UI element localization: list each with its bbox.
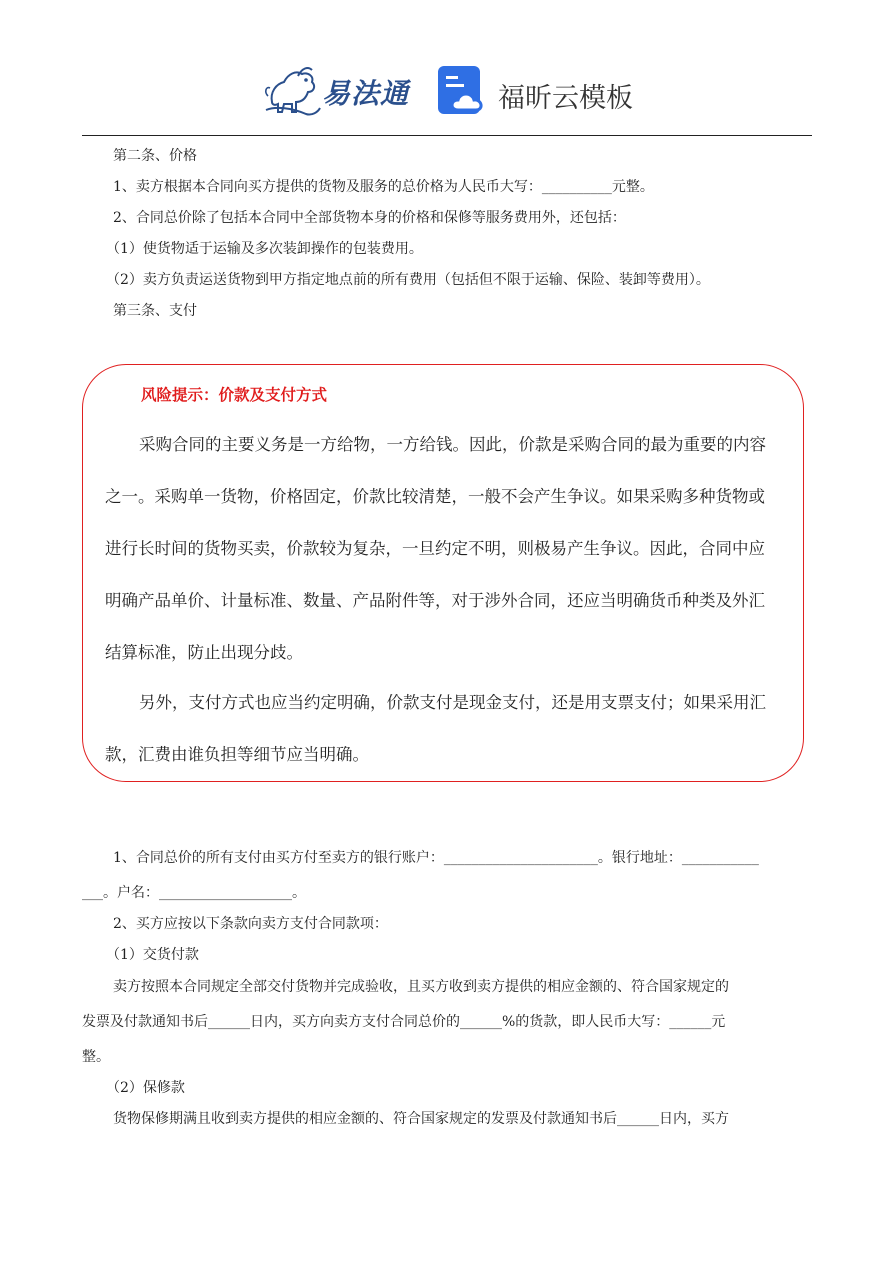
logo-left-text: 易法通 — [322, 77, 410, 110]
section3-heading: 第三条、支付 — [113, 303, 197, 319]
payment-item1-heading: （1）交货付款 — [106, 947, 199, 963]
foxit-logo — [436, 64, 646, 120]
risk-tip-line: 结算标准，防止出现分歧。 — [105, 643, 303, 662]
section2-clause2: 2、合同总价除了包括本合同中全部货物本身的价格和保修等服务费用外，还包括： — [113, 210, 626, 226]
risk-tip-box — [82, 364, 804, 782]
cloud-document-icon — [436, 64, 488, 116]
risk-tip-line: 另外，支付方式也应当约定明确，价款支付是现金支付，还是用支票支付；如果采用汇 — [139, 693, 766, 712]
section2-clause2-item2: （2）卖方负责运送货物到甲方指定地点前的所有费用（包括但不限于运输、保险、装卸等费用）。 — [106, 272, 710, 288]
header-divider — [82, 135, 812, 136]
qilin-icon — [262, 62, 324, 118]
yifatong-logo — [262, 62, 412, 118]
risk-tip-line: 之一。采购单一货物，价格固定，价款比较清楚，一般不会产生争议。如果采购多种货物或 — [105, 487, 765, 506]
payment-clause1-cont: ___。户名：___________________。 — [82, 885, 306, 901]
risk-tip-line: 进行长时间的货物买卖，价款较为复杂，一旦约定不明，则极易产生争议。因此，合同中应 — [105, 539, 765, 558]
payment-item1-text: 发票及付款通知书后______日内，买方向卖方支付合同总价的______%的货款，即人民币大写：______元 — [82, 1014, 726, 1030]
page-header — [0, 58, 893, 124]
payment-clause1: 1、合同总价的所有支付由买方付至卖方的银行账户：______________________。银行地址：___________ — [113, 850, 759, 866]
logo-right-text: 福昕云模板 — [498, 83, 633, 114]
risk-tip-line: 款，汇费由谁负担等细节应当明确。 — [105, 745, 369, 764]
risk-tip-line: 采购合同的主要义务是一方给物，一方给钱。因此，价款是采购合同的最为重要的内容 — [139, 435, 766, 454]
payment-clause2: 2、买方应按以下条款向卖方支付合同款项： — [113, 916, 388, 932]
section2-clause2-item1: （1）使货物适于运输及多次装卸操作的包装费用。 — [106, 241, 423, 257]
section2-heading: 第二条、价格 — [113, 148, 197, 164]
payment-item2-heading: （2）保修款 — [106, 1080, 185, 1096]
payment-item1-text: 卖方按照本合同规定全部交付货物并完成验收，且买方收到卖方提供的相应金额的、符合国家规定的 — [113, 979, 729, 995]
payment-item1-text: 整。 — [82, 1049, 110, 1065]
risk-tip-line: 明确产品单价、计量标准、数量、产品附件等，对于涉外合同，还应当明确货币种类及外汇 — [105, 591, 765, 610]
payment-item2-text: 货物保修期满且收到卖方提供的相应金额的、符合国家规定的发票及付款通知书后______日内，买方 — [113, 1111, 729, 1127]
section2-clause1: 1、卖方根据本合同向买方提供的货物及服务的总价格为人民币大写：__________元整。 — [113, 179, 654, 195]
risk-tip-title: 风险提示：价款及支付方式 — [141, 386, 328, 404]
